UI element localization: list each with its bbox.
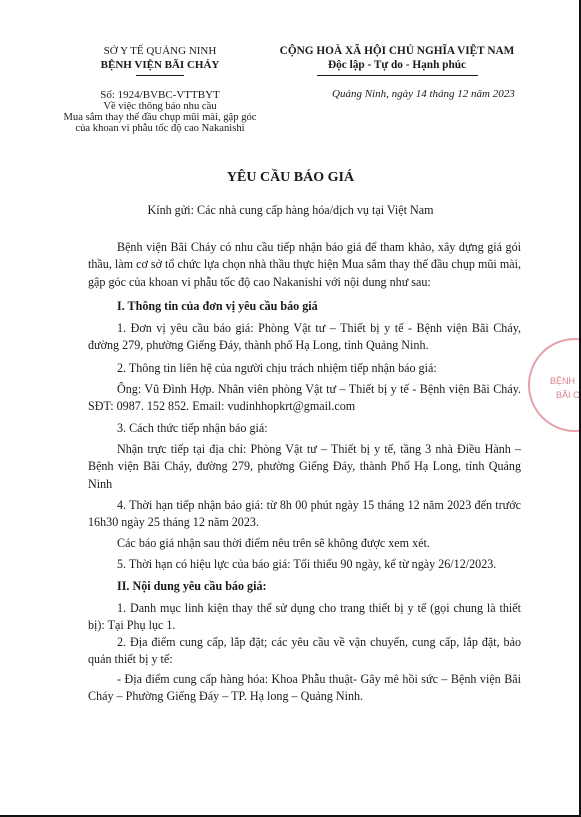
subject-line-1: Về việc thông báo nhu cầu bbox=[103, 101, 217, 112]
agency-name: SỞ Y TẾ QUẢNG NINH bbox=[103, 45, 217, 57]
delivery-location: - Địa điểm cung cấp hàng hóa: Khoa Phẫu thuật- Gây mê hồi sức – Bệnh viện Bãi Cháy – Phường Giếng Đáy – TP. Hạ long – Quảng Ninh. bbox=[88, 672, 521, 704]
subject-line-3: của khoan vi phẫu tốc độ cao Nakanishi bbox=[75, 123, 245, 134]
section-1-item-3: 3. Cách thức tiếp nhận báo giá: bbox=[117, 421, 268, 435]
recipient-line: Kính gửi: Các nhà cung cấp hàng hóa/dịch vụ tại Việt Nam bbox=[147, 203, 434, 217]
stamp-text-2: BÃI C bbox=[556, 390, 580, 400]
national-motto: Độc lập - Tự do - Hạnh phúc bbox=[327, 59, 467, 71]
document-number: Số: 1924/BVBC-VTTBYT bbox=[100, 89, 220, 101]
section-1-heading: I. Thông tin của đơn vị yêu cầu báo giá bbox=[117, 299, 318, 313]
section-1-item-2: 2. Thông tin liên hệ của người chịu trách nhiệm tiếp nhận báo giá: bbox=[117, 361, 437, 375]
intro-paragraph: Bệnh viện Bãi Cháy có nhu cầu tiếp nhận báo giá để tham khảo, xây dựng giá gói thầu, làm cơ sở tổ chức lựa chọn nhà thầu thực hiện Mua sắm thay thế đầu chụp mũi mài, gập góc của khoan vi phẫu tốc độ cao Nakanishi với nội dung như sau: bbox=[88, 240, 521, 289]
document-title: YÊU CẦU BÁO GIÁ bbox=[226, 170, 355, 185]
contact-info: Ông: Vũ Đình Hợp. Nhân viên phòng Vật tư – Thiết bị y tế - Bệnh viện Bãi Cháy. SĐT: 0987. 152 852. Email: vudinhhopkrt@gmail.com bbox=[88, 382, 521, 414]
document-date: Quảng Ninh, ngày 14 tháng 12 năm 2023 bbox=[332, 88, 515, 100]
section-2-item-1: 1. Danh mục linh kiện thay thế sử dụng cho trang thiết bị y tế (gọi chung là thiết bị): Tại Phụ lục 1. bbox=[88, 601, 521, 633]
stamp-text-1: BỆNH bbox=[550, 376, 576, 386]
section-1-item-1: 1. Đơn vị yêu cầu báo giá: Phòng Vật tư – Thiết bị y tế - Bệnh viện Bãi Cháy, đường 279, phường Giếng Đáy, thành phố Hạ Long, tỉnh Quảng Ninh. bbox=[88, 321, 521, 353]
late-submission-note: Các báo giá nhận sau thời điểm nêu trên sẽ không được xem xét. bbox=[117, 536, 430, 550]
subject-line-2: Mua sắm thay thế đầu chụp mũi mài, gập góc bbox=[63, 112, 257, 123]
nation-name: CỘNG HOÀ XÃ HỘI CHỦ NGHĨA VIỆT NAM bbox=[279, 45, 515, 57]
section-1-item-4: 4. Thời hạn tiếp nhận báo giá: từ 8h 00 phút ngày 15 tháng 12 năm 2023 đến trước 16h30 ngày 25 tháng 12 năm 2023. bbox=[88, 498, 521, 530]
section-2-heading: II. Nội dung yêu cầu báo giá: bbox=[117, 579, 267, 593]
section-2-item-2: 2. Địa điểm cung cấp, lắp đặt; các yêu cầu về vận chuyển, cung cấp, lắp đặt, bảo quản thiết bị y tế: bbox=[88, 635, 521, 667]
section-1-item-5: 5. Thời hạn có hiệu lực của báo giá: Tối thiểu 90 ngày, kể từ ngày 26/12/2023. bbox=[117, 557, 497, 571]
hospital-name: BỆNH VIỆN BÃI CHÁY bbox=[100, 59, 220, 71]
receipt-method: Nhận trực tiếp tại địa chỉ: Phòng Vật tư – Thiết bị y tế, tầng 3 nhà Điều Hành – Bệnh viện Bãi Cháy, đường 279, phường Giếng Đáy, thành Phố Hạ Long, tỉnh Quảng Ninh bbox=[88, 442, 521, 491]
